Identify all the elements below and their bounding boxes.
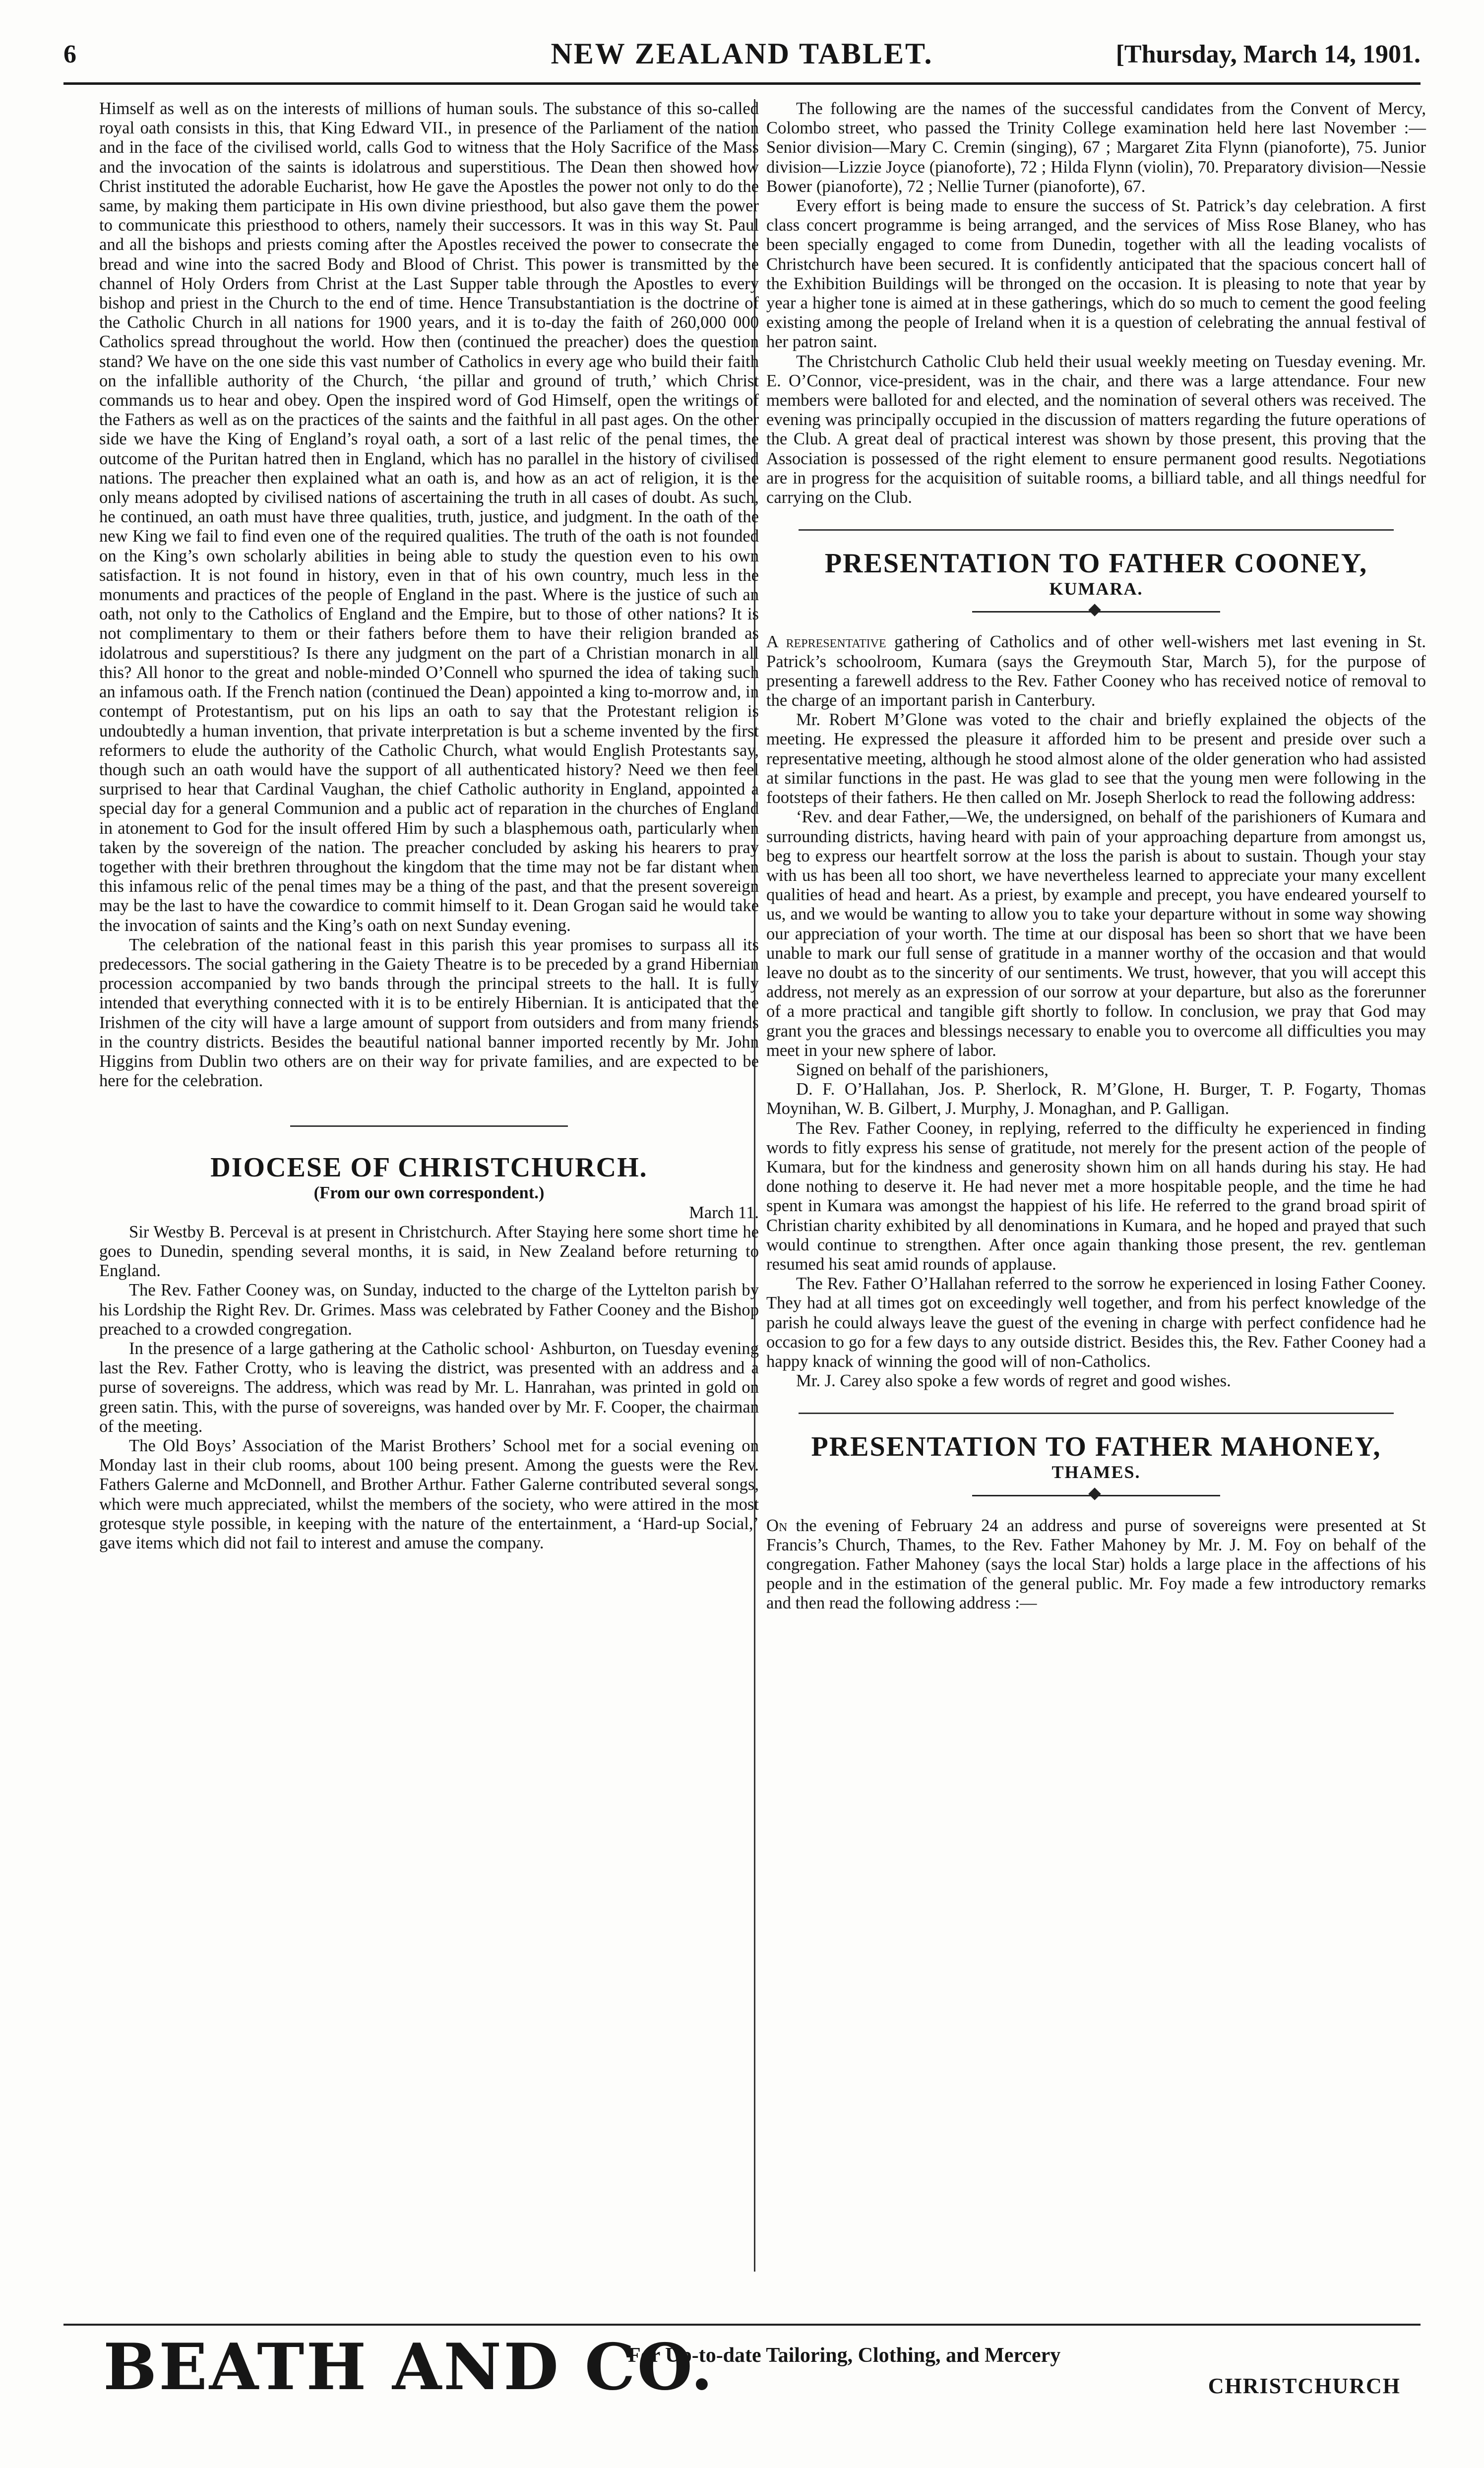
article-paragraph: The Rev. Father O’Hallahan referred to the sorrow he experienced in losing Father Cooney. They had at all times got on exceedingly well together, and from his perfect knowledge of the parish he could always leave the guest of the evening in charge with perfect confidence had he occasion to go for a few days to any outside district. Besides this, the Rev. Father Cooney had a happy knack of winning the good will of non-Catholics. <box>766 1274 1426 1371</box>
signatories: D. F. O’Hallahan, Jos. P. Sherlock, R. M’Glone, H. Burger, T. P. Fogarty, Thomas Moynihan, W. B. Gilbert, J. Murphy, J. Monaghan, and P. Galligan. <box>766 1080 1426 1118</box>
lead-word: A representative <box>766 632 886 652</box>
page-header <box>63 35 1421 85</box>
cooney-lead-paragraph <box>766 632 1426 710</box>
page-number: 6 <box>63 40 76 68</box>
article-paragraph: Every effort is being made to ensure the success of St. Patrick’s day celebration. A first class concert programme is being arranged, and the services of Miss Rose Blaney, who has been specially engaged to come from Dunedin, together with all the leading vocalists of Christchurch have been secured. It is confidently anticipated that the spacious concert hall of the Exhibition Buildings will be thronged on the occasion. It is pleasing to note that year by year a higher tone is aimed at in these gatherings, which do so much to cement the good feeling existing among the people of Ireland when it is a question of celebrating the annual festival of her patron saint. <box>766 196 1426 352</box>
article-paragraph: The following are the names of the successful candidates from the Convent of Mercy, Colombo street, who passed the Trinity College examination held here last November :—Senior division—Mary C. Cremin (singing), 67 ; Margaret Zita Flynn (pianoforte), 75. Junior division—Lizzie Joyce (pianoforte), 72 ; Hilda Flynn (violin), 70. Preparatory division—Nessie Bower (pianoforte), 72 ; Nellie Turner (pianoforte), 67. <box>766 99 1426 196</box>
sermon-paragraph: Himself as well as on the interests of millions of human souls. The substance of this so-called royal oath consists in this, that King Edward VII., in presence of the Parliament of the nation and in the face of the civilised world, calls God to witness that the Holy Sacrifice of the Mass and the invocation of the saints is idolatrous and superstitious. The Dean then showed how Christ instituted the adorable Eucharist, how He gave the Apostles the power not only to do the same, by making them participate in His own divine priesthood, but also gave them the power to communicate this priesthood to others, namely their successors. It was in this way St. Paul and all the bishops and priests coming after the Apostles received the power to consecrate the bread and wine into the sacred Body and Blood of Christ. This power is transmitted by the channel of Holy Orders from Christ at the Last Supper table through the Apostles to every bishop and priest in the Church to the end of time. Hence Transubstantiation is the doctrine of the Catholic Church in all nations for 1900 years, and it is to-day the faith of 260,000 000 Catholics spread throughout the world. How then (continued the preacher) does the question stand? We have on the one side this vast number of Catholics in every age who build their faith on the infallible authority of the Church, ‘the pillar and ground of truth,’ which Christ commands us to hear and obey. Open the inspired word of God Himself, open the writings of the Fathers as well as on the practices of the saints and the faithful in all past ages. On the other side we have the King of England’s royal oath, a sort of a last relic of the penal times, the outcome of the Puritan hatred then in England, which has no parallel in the history of civilised nations. The preacher then explained what an oath is, and how as an act of religion, it is the only means adopted by civilised nations of ascertaining the truth in all cases of doubt. As such, he continued, an oath must have three qualities, truth, justice, and judgment. In the oath of the new King we fail to find even one of the required qualities. The truth of the oath is not founded on the King’s own scholarly abilities in being able to study the question even to his own satisfaction. It is not found in history, even in that of his own country, much less in the monuments and practices of the people of England in the past. Where is the justice of such an oath, not only to the Catholics of England and the Empire, but to those of other nations? It is not complimentary to them or their fathers before them to have their religion branded as idolatrous and superstitious? Is there any judgment on the part of a Christian monarch in all this? All honor to the great and noble-minded O’Connell who spurned the idea of taking such an infamous oath. If the French nation (continued the Dean) appointed a king to-morrow and, in contempt of Protestantism, put on his lips an oath to say that the Protestant religion is undoubtedly a human invention, that private interpretation is but a scheme invented by the first reformers to elude the authority of the Catholic Church, what would English Protestants say, though such an oath would have the support of all authenticated history? Need we then feel surprised to hear that Cardinal Vaughan, the chief Catholic authority in England, appointed a special day for a general Communion and a public act of reparation in the churches of England in atonement to God for the insult offered Him by such a blasphemous oath, particularly when taken by the sovereign of the nation. The preacher concluded by asking his hearers to pray together with their brethren throughout the kingdom that the time may not be far distant when this infamous relic of the penal times may be a thing of the past, and that the present sovereign may be the last to have the cowardice to commit himself to it. Dean Grogan said he would take the invocation of saints and the King’s oath on next Sunday evening. <box>99 99 759 935</box>
cooney-heading: PRESENTATION TO FATHER COONEY, <box>824 548 1368 579</box>
advertiser-tagline: For Up-to-date Tailoring, Clothing, and Mercery <box>628 2344 1061 2367</box>
article-paragraph: The Rev. Father Cooney, in replying, referred to the difficulty he experienced in finding words to fitly express his sense of gratitude, not merely for the present action of the people of Kumara, but for the kindness and generosity shown him on all hands during his stay. He had done nothing to deserve it. He had never met a more hospitable people, and the time he had spent in Kumara was amongst the happiest of his life. He referred to the grand broad spirit of Christian charity exhibited by all denominations in Kumara, and he hoped and prayed that such would continue to strengthen. After once again thanking those present, the rev. gentleman resumed his seat amid rounds of applause. <box>766 1118 1426 1274</box>
advertiser-brand: BEATH AND CO. <box>103 2330 715 2405</box>
article-paragraph: The Old Boys’ Association of the Marist Brothers’ School met for a social evening on Monday last in their club rooms, about 100 being present. Among the guests were the Rev. Fathers Galerne and McDonnell, and Brother Arthur. Father Galerne contributed several songs, which were much appreciated, whilst the members of the society, who were attired in the most grotesque style possible, in keeping with the nature of the entertainment, a ‘Hard-up Social,’ gave items which did not fail to interest and amuse the company. <box>99 1436 759 1553</box>
celebration-paragraph: The celebration of the national feast in this parish this year promises to surpass all its predecessors. The social gathering in the Gaiety Theatre is to be preceded by a grand Hibernian procession accompanied by two bands through the principal streets to the hall. It is fully intended that everything connected with it is to be entirely Hibernian. It is anticipated that the Irishmen of the city will have a large amount of support from outsiders and from many friends in the country districts. Besides the beautiful national banner imported recently by Mr. John Higgins from Dublin two others are on their way for private families, and are expected to be here for the celebration. <box>99 935 759 1091</box>
masthead-title: NEW ZEALAND TABLET. <box>551 37 933 70</box>
article-paragraph: In the presence of a large gathering at the Catholic school· Ashburton, on Tuesday evening last the Rev. Father Crotty, who is leaving the district, was presented with an address and a purse of sovereigns. The address, which was read by Mr. L. Hanrahan, was printed in gold on green satin. This, with the purse of sovereigns, was handed over by Mr. F. Cooper, the chairman of the meeting. <box>99 1339 759 1436</box>
address-paragraph: ‘Rev. and dear Father,—We, the undersigned, on behalf of the parishioners of Kumara and surrounding districts, having heard with pain of your approaching departure from amongst us, beg to express our heartfelt sorrow at the loss the parish is about to sustain. Though your stay with us has been all too short, we have nevertheless learned to appreciate your many excellent qualities of head and heart. As a priest, by example and precept, you have endeared yourself to us, and we would be wanting to allow you to take your departure without in some way showing our appreciation of your worth. The time at our disposal has been so short that we have been unable to mark our full sense of gratitude in a manner worthy of the occasion and that would leave no doubt as to the sincerity of our sentiments. We trust, however, that you will accept this address, not merely as an expression of our sorrow at your departure, but also as the forerunner of a more practical and tangible gift shortly to follow. In conclusion, we pray that God may grant you the graces and blessings necessary to enable you to overcome all difficulties you may meet in your new sphere of labor. <box>766 807 1426 1060</box>
advertiser-city: CHRISTCHURCH <box>1208 2374 1401 2398</box>
diocese-heading: DIOCESE OF CHRISTCHURCH. <box>210 1152 648 1183</box>
mahoney-subheading: THAMES. <box>1051 1462 1141 1482</box>
cooney-subheading: KUMARA. <box>1049 579 1143 599</box>
section-divider <box>290 1125 568 1127</box>
mahoney-heading: PRESENTATION TO FATHER MAHONEY, <box>811 1431 1381 1463</box>
lead-word: On <box>766 1516 788 1535</box>
lead-text: gathering of Catholics and of other well-wishers met last evening in St. Patrick’s schoolroom, Kumara (says the Greymouth Star, March 5), for the purpose of presenting a farewell address to the Rev. Father Cooney who has received notice of removal to the charge of an important parish in Canterbury. <box>766 632 1426 710</box>
correspondent-byline: (From our own correspondent.) <box>313 1183 545 1203</box>
article-paragraph: The Christchurch Catholic Club held their usual weekly meeting on Tuesday evening. Mr. E. O’Connor, vice-president, was in the chair, and there was a large attendance. Four new members were balloted for and elected, and the nomination of several others was received. The evening was principally occupied in the discussion of matters regarding the future operations of the Club. A great deal of practical interest was shown by those present, this proving that the Association is possessed of the right element to ensure permanent good results. Negotiations are in progress for the acquisition of suitable rooms, a billiard table, and all things needful for carrying on the Club. <box>766 352 1426 507</box>
issue-date: [Thursday, March 14, 1901. <box>1115 40 1421 68</box>
signed-line: Signed on behalf of the parishioners, <box>796 1060 1049 1079</box>
left-column <box>99 99 759 1553</box>
ornament-rule <box>972 1489 1220 1501</box>
dateline: March 11. <box>689 1203 759 1222</box>
article-paragraph: The Rev. Father Cooney was, on Sunday, inducted to the charge of the Lyttelton parish by his Lordship the Right Rev. Dr. Grimes. Mass was celebrated by Father Cooney and the Bishop preached to a crowded congregation. <box>99 1281 759 1339</box>
right-column <box>766 99 1426 1613</box>
section-divider <box>799 1413 1394 1414</box>
article-paragraph: Sir Westby B. Perceval is at present in Christchurch. After Staying here some short time he goes to Dunedin, spending several months, it is said, in New Zealand before returning to England. <box>99 1222 759 1281</box>
article-paragraph: Mr. Robert M’Glone was voted to the chair and briefly explained the objects of the meeting. He expressed the pleasure it afforded him to be present and preside over such a representative meeting, although he stood almost alone of the older generation who had assisted at similar functions in the past. He was glad to see that the young men were following in the footsteps of their fathers. He then called on Mr. Joseph Sherlock to read the following address: <box>766 710 1426 807</box>
ornament-rule <box>972 606 1220 617</box>
section-divider <box>799 529 1394 531</box>
mahoney-lead-paragraph <box>766 1516 1426 1613</box>
advertisement-footer <box>63 2324 1421 2425</box>
lead-text: the evening of February 24 an address and purse of sovereigns were presented at St Francis’s Church, Thames, to the Rev. Father Mahoney by Mr. J. M. Foy on behalf of the congregation. Father Mahoney (says the local Star) holds a large place in the affections of his people and in the estimation of the general public. Mr. Foy made a few introductory remarks and then read the following address :— <box>766 1516 1426 1613</box>
article-paragraph: Mr. J. Carey also spoke a few words of regret and good wishes. <box>796 1371 1231 1391</box>
